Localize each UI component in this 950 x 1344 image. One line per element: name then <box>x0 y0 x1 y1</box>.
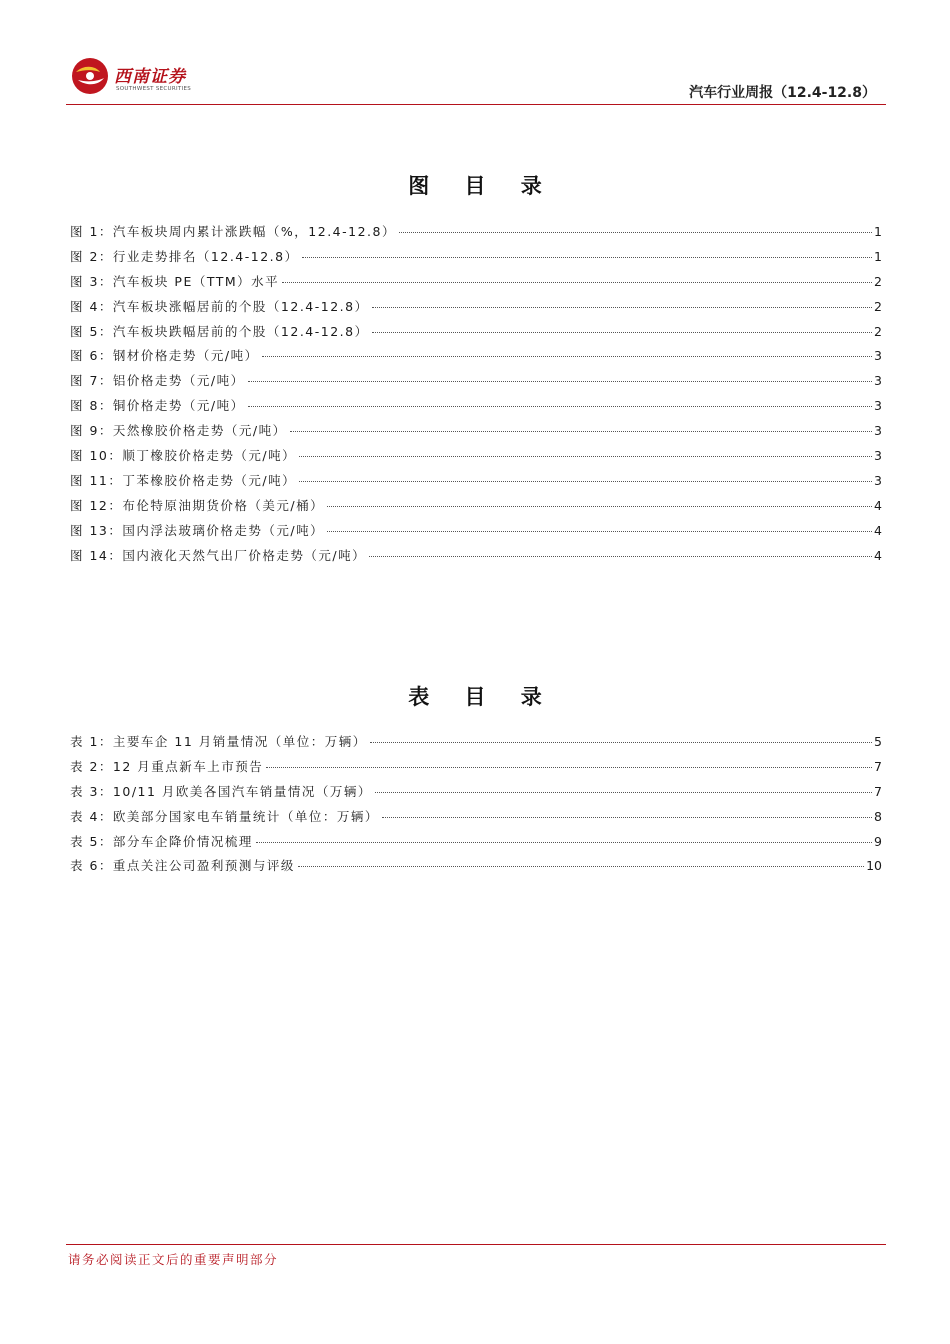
toc-leader-dots <box>256 842 872 843</box>
toc-entry-page: 2 <box>874 323 882 339</box>
toc-entry[interactable] <box>70 396 882 421</box>
toc-entry-label: 图 2：行业走势排名（12.4-12.8） <box>70 248 299 264</box>
toc-leader-dots <box>299 456 872 457</box>
toc-entry-label: 图 10：顺丁橡胶价格走势（元/吨） <box>70 448 297 464</box>
toc-entry-page: 3 <box>874 348 882 364</box>
toc-entry-label: 图 7：铝价格走势（元/吨） <box>70 373 245 389</box>
toc-leader-dots <box>399 232 872 233</box>
footer-disclaimer: 请务必阅读正文后的重要声明部分 <box>68 1252 279 1267</box>
toc-entry[interactable] <box>70 471 882 496</box>
toc-entry-label: 图 5：汽车板块跌幅居前的个股（12.4-12.8） <box>70 323 369 339</box>
toc-entry-label: 图 4：汽车板块涨幅居前的个股（12.4-12.8） <box>70 298 369 314</box>
toc-entry-page: 4 <box>874 522 882 538</box>
toc-leader-dots <box>302 257 872 258</box>
toc-entry-page: 5 <box>874 734 882 749</box>
toc-entry[interactable] <box>70 322 882 347</box>
toc-entry[interactable] <box>70 297 882 322</box>
toc-entry[interactable] <box>70 546 882 571</box>
toc-entry-page: 4 <box>874 497 882 513</box>
toc-entry[interactable] <box>70 832 882 857</box>
toc-entry-page: 1 <box>874 224 882 239</box>
toc-entry-page: 3 <box>874 373 882 389</box>
toc-entry-label: 图 3：汽车板块 PE（TTM）水平 <box>70 273 280 289</box>
toc-entry-label: 图 8：铜价格走势（元/吨） <box>70 398 245 414</box>
toc-entry-page: 1 <box>874 248 882 264</box>
table-list <box>70 732 882 881</box>
toc-entry[interactable] <box>70 856 882 881</box>
toc-entry-label: 表 3：10/11 月欧美各国汽车销量情况（万辆） <box>70 783 372 799</box>
toc-entry-page: 2 <box>874 273 882 289</box>
logo-english-text: SOUTHWEST SECURITIES <box>116 86 192 92</box>
toc-entry-label: 表 5：部分车企降价情况梳理 <box>70 833 253 849</box>
toc-entry-label: 图 14：国内液化天然气出厂价格走势（元/吨） <box>70 547 367 563</box>
toc-leader-dots <box>298 866 864 867</box>
figure-list-title: 图 目 录 <box>408 173 556 198</box>
toc-entry[interactable] <box>70 222 882 247</box>
toc-entry-label: 表 4：欧美部分国家电车销量统计（单位：万辆） <box>70 808 379 824</box>
toc-entry-page: 8 <box>874 808 882 824</box>
header-divider <box>66 104 886 105</box>
toc-leader-dots <box>372 307 872 308</box>
toc-entry[interactable] <box>70 346 882 371</box>
toc-entry-label: 表 6：重点关注公司盈利预测与评级 <box>70 858 295 874</box>
logo-chinese-text: 西南证券 <box>114 67 186 87</box>
toc-entry-page: 3 <box>874 472 882 488</box>
toc-entry-page: 7 <box>874 758 882 774</box>
toc-entry-page: 3 <box>874 423 882 439</box>
company-logo <box>70 56 200 98</box>
toc-leader-dots <box>369 556 872 557</box>
toc-entry-page: 9 <box>874 833 882 849</box>
toc-leader-dots <box>262 356 872 357</box>
toc-entry-label: 图 13：国内浮法玻璃价格走势（元/吨） <box>70 522 325 538</box>
toc-entry-page: 7 <box>874 783 882 799</box>
toc-entry-label: 图 1：汽车板块周内累计涨跌幅（%，12.4-12.8） <box>70 224 396 239</box>
page-header <box>66 52 886 108</box>
logo-emblem-icon <box>70 56 110 96</box>
toc-leader-dots <box>290 431 872 432</box>
toc-leader-dots <box>375 792 872 793</box>
toc-entry-page: 10 <box>866 858 882 874</box>
toc-entry-page: 3 <box>874 448 882 464</box>
toc-entry[interactable] <box>70 272 882 297</box>
report-title: 汽车行业周报（12.4-12.8） <box>689 85 876 101</box>
toc-entry-page: 4 <box>874 547 882 563</box>
toc-entry[interactable] <box>70 521 882 546</box>
toc-leader-dots <box>248 406 872 407</box>
toc-leader-dots <box>266 767 872 768</box>
toc-entry-page: 2 <box>874 298 882 314</box>
toc-leader-dots <box>299 481 872 482</box>
toc-entry[interactable] <box>70 757 882 782</box>
toc-entry-label: 图 9：天然橡胶价格走势（元/吨） <box>70 423 287 439</box>
toc-leader-dots <box>370 742 872 743</box>
toc-entry[interactable] <box>70 421 882 446</box>
toc-entry[interactable] <box>70 247 882 272</box>
toc-entry-label: 图 12：布伦特原油期货价格（美元/桶） <box>70 497 325 513</box>
toc-entry-label: 图 6：钢材价格走势（元/吨） <box>70 348 259 364</box>
toc-entry-page: 3 <box>874 398 882 414</box>
toc-entry[interactable] <box>70 782 882 807</box>
toc-entry[interactable] <box>70 807 882 832</box>
toc-leader-dots <box>372 332 872 333</box>
toc-entry[interactable] <box>70 371 882 396</box>
toc-entry-label: 图 11：丁苯橡胶价格走势（元/吨） <box>70 472 297 488</box>
footer-divider <box>66 1244 886 1245</box>
toc-entry-label: 表 2：12 月重点新车上市预告 <box>70 758 264 774</box>
toc-leader-dots <box>382 817 872 818</box>
figure-list <box>70 222 882 570</box>
toc-leader-dots <box>248 381 872 382</box>
toc-leader-dots <box>282 282 872 283</box>
toc-entry[interactable] <box>70 446 882 471</box>
toc-entry[interactable] <box>70 732 882 757</box>
toc-entry-label: 表 1：主要车企 11 月销量情况（单位：万辆） <box>70 734 367 749</box>
toc-entry[interactable] <box>70 496 882 521</box>
toc-leader-dots <box>327 531 872 532</box>
table-list-title: 表 目 录 <box>408 684 556 709</box>
toc-leader-dots <box>327 506 872 507</box>
